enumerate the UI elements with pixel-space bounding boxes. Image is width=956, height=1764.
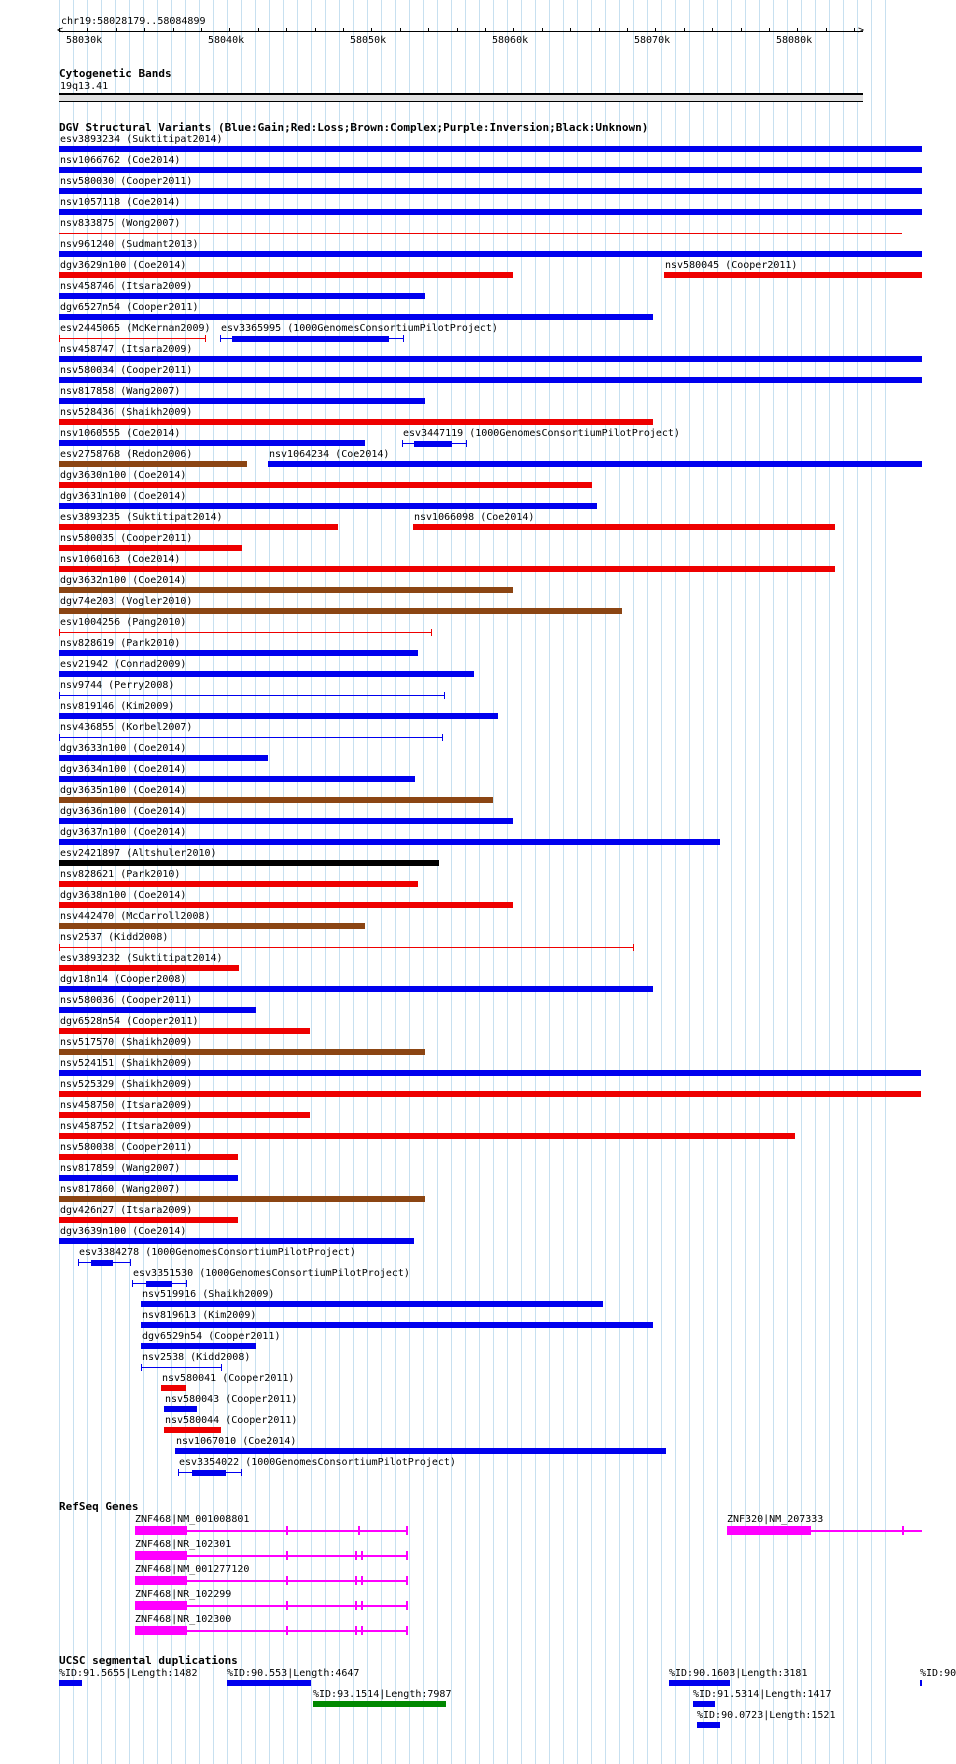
sv-bar[interactable]	[59, 272, 513, 278]
ruler-minor-tick	[769, 28, 770, 32]
cytoband-title: Cytogenetic Bands	[59, 67, 172, 80]
sv-bar[interactable]	[59, 356, 922, 362]
sv-label[interactable]: esv2758768 (Redon2006)	[60, 449, 193, 460]
gene-label[interactable]: ZNF468|NR_102300	[135, 1614, 232, 1625]
sv-bar[interactable]	[59, 146, 922, 152]
sv-bar[interactable]	[59, 419, 653, 425]
ruler-minor-tick	[229, 28, 230, 32]
sv-label[interactable]: nsv1064234 (Coe2014)	[269, 449, 390, 460]
sv-bar[interactable]	[141, 1343, 256, 1349]
sv-label[interactable]: dgv3635n100 (Coe2014)	[60, 785, 187, 796]
gene-exon[interactable]	[361, 1626, 363, 1635]
cytoband-label: 19q13.41	[60, 81, 109, 92]
segdup-bar[interactable]	[920, 1680, 922, 1686]
sv-bar[interactable]	[59, 1175, 238, 1181]
ruler-tick-label: 58060k	[492, 35, 529, 46]
ruler-tick-label: 58040k	[208, 35, 245, 46]
ruler-arrow-right: >	[858, 25, 865, 36]
sv-bar[interactable]	[413, 524, 835, 530]
sv-bar[interactable]	[59, 524, 338, 530]
sv-label[interactable]: esv3447119 (1000GenomesConsortiumPilotProject)	[403, 428, 680, 439]
sv-bar[interactable]	[59, 755, 268, 761]
sv-bar[interactable]	[59, 1007, 256, 1013]
gene-cds[interactable]	[135, 1551, 187, 1560]
segdup-label[interactable]: %ID:90.553|Length:4647	[227, 1668, 360, 1679]
sv-label[interactable]: nsv2538 (Kidd2008)	[142, 1352, 251, 1363]
sv-bar[interactable]	[59, 167, 922, 173]
gene-exon[interactable]	[902, 1526, 904, 1535]
sv-bar[interactable]	[59, 902, 513, 908]
gene-exon[interactable]	[286, 1601, 288, 1610]
sv-bar[interactable]	[59, 377, 922, 383]
ruler-minor-tick	[826, 28, 827, 32]
ruler-tick-label: 58070k	[634, 35, 671, 46]
sv-bar[interactable]	[664, 272, 922, 278]
sv-label[interactable]: dgv18n14 (Cooper2008)	[60, 974, 187, 985]
sv-label[interactable]: nsv819613 (Kim2009)	[142, 1310, 257, 1321]
grid-line	[479, 0, 480, 1764]
sv-label[interactable]: nsv580035 (Cooper2011)	[60, 533, 193, 544]
ruler-minor-tick	[343, 28, 344, 32]
sv-label[interactable]: nsv524151 (Shaikh2009)	[60, 1058, 193, 1069]
ruler-minor-tick	[542, 28, 543, 32]
grid-line	[857, 0, 858, 1764]
grid-line	[465, 0, 466, 1764]
sv-bar[interactable]	[59, 545, 242, 551]
ruler-arrow-left: <	[57, 25, 64, 36]
sv-bar[interactable]	[59, 314, 653, 320]
sv-bar[interactable]	[59, 1154, 238, 1160]
sv-bar[interactable]	[59, 398, 425, 404]
gene-label[interactable]: ZNF468|NM_001008801	[135, 1514, 250, 1525]
sv-label[interactable]: nsv833875 (Wong2007)	[60, 218, 181, 229]
sv-cap	[221, 1364, 222, 1371]
segdup-bar[interactable]	[697, 1722, 720, 1728]
sv-label[interactable]: nsv458747 (Itsara2009)	[60, 344, 193, 355]
sv-bar[interactable]	[59, 1133, 795, 1139]
gene-label[interactable]: ZNF468|NR_102301	[135, 1539, 232, 1550]
sv-bar[interactable]	[59, 650, 418, 656]
sv-bar[interactable]	[59, 713, 498, 719]
sv-bar[interactable]	[59, 608, 622, 614]
grid-line	[843, 0, 844, 1764]
ruler-minor-tick	[87, 28, 88, 32]
ruler-tick-label: 58050k	[350, 35, 387, 46]
sv-label[interactable]: dgv3637n100 (Coe2014)	[60, 827, 187, 838]
ruler-minor-tick	[627, 28, 628, 32]
sv-label[interactable]: nsv1066098 (Coe2014)	[414, 512, 535, 523]
sv-bar[interactable]	[59, 860, 439, 866]
grid-line	[885, 0, 886, 1764]
sv-cap	[141, 1364, 142, 1371]
sv-label[interactable]: dgv74e203 (Vogler2010)	[60, 596, 193, 607]
sv-label[interactable]: dgv3633n100 (Coe2014)	[60, 743, 187, 754]
sv-bar[interactable]	[59, 1049, 425, 1055]
sv-label[interactable]: nsv1057118 (Coe2014)	[60, 197, 181, 208]
sv-label[interactable]: nsv1066762 (Coe2014)	[60, 155, 181, 166]
sv-bar[interactable]	[59, 566, 835, 572]
sv-bar[interactable]	[59, 293, 425, 299]
gene-exon[interactable]	[355, 1551, 357, 1560]
gene-exon[interactable]	[361, 1551, 363, 1560]
grid-line	[549, 0, 550, 1764]
gene-cds[interactable]	[135, 1576, 187, 1585]
sv-cap	[78, 1259, 79, 1266]
sv-bar[interactable]	[59, 1196, 425, 1202]
segdup-label[interactable]: %ID:90.0723|Length:1521	[697, 1710, 836, 1721]
grid-line	[633, 0, 634, 1764]
sv-cap	[178, 1469, 179, 1476]
gene-cds[interactable]	[135, 1626, 187, 1635]
sv-label[interactable]: nsv1067010 (Coe2014)	[176, 1436, 297, 1447]
sv-label[interactable]: dgv426n27 (Itsara2009)	[60, 1205, 193, 1216]
gene-cds[interactable]	[135, 1601, 187, 1610]
ruler-minor-tick	[854, 28, 855, 32]
segdup-bar[interactable]	[313, 1701, 446, 1707]
sv-bar[interactable]	[59, 482, 592, 488]
sv-cap	[130, 1259, 131, 1266]
grid-line	[423, 0, 424, 1764]
grid-line	[871, 0, 872, 1764]
sv-label[interactable]: dgv3639n100 (Coe2014)	[60, 1226, 187, 1237]
grid-line	[521, 0, 522, 1764]
sv-cap	[59, 629, 60, 636]
ruler-minor-tick	[570, 28, 571, 32]
gene-exon[interactable]	[286, 1626, 288, 1635]
sv-label[interactable]: esv2421897 (Altshuler2010)	[60, 848, 217, 859]
sv-label[interactable]: esv3893232 (Suktitipat2014)	[60, 953, 223, 964]
gene-exon[interactable]	[361, 1601, 363, 1610]
ruler-minor-tick	[457, 28, 458, 32]
sv-label[interactable]: dgv6529n54 (Cooper2011)	[142, 1331, 281, 1342]
ruler-minor-tick	[741, 28, 742, 32]
gene-label[interactable]: ZNF320|NM_207333	[727, 1514, 824, 1525]
segdup-label[interactable]: %ID:90	[920, 1668, 956, 1679]
sv-label[interactable]: nsv1060163 (Coe2014)	[60, 554, 181, 565]
grid-line	[577, 0, 578, 1764]
grid-line	[591, 0, 592, 1764]
sv-label[interactable]: nsv528436 (Shaikh2009)	[60, 407, 193, 418]
sv-label[interactable]: dgv3634n100 (Coe2014)	[60, 764, 187, 775]
ruler-axis	[59, 31, 863, 32]
ruler-minor-tick	[258, 28, 259, 32]
ruler-minor-tick	[428, 28, 429, 32]
sv-label[interactable]: nsv819146 (Kim2009)	[60, 701, 175, 712]
sv-label[interactable]: esv3365995 (1000GenomesConsortiumPilotProject)	[221, 323, 498, 334]
sv-label[interactable]: nsv817858 (Wang2007)	[60, 386, 181, 397]
sv-bar[interactable]	[59, 503, 597, 509]
sv-label[interactable]: dgv6527n54 (Cooper2011)	[60, 302, 199, 313]
sv-label[interactable]: nsv580036 (Cooper2011)	[60, 995, 193, 1006]
sv-bar[interactable]	[164, 1406, 197, 1412]
sv-label[interactable]: dgv3629n100 (Coe2014)	[60, 260, 187, 271]
sv-label[interactable]: nsv1060555 (Coe2014)	[60, 428, 181, 439]
position-label: chr19:58028179..58084899	[61, 16, 206, 27]
sv-cap	[402, 440, 403, 447]
ruler-minor-tick	[712, 28, 713, 32]
sv-bar[interactable]	[59, 1112, 310, 1118]
sv-label[interactable]: nsv580030 (Cooper2011)	[60, 176, 193, 187]
gene-exon[interactable]	[406, 1601, 408, 1610]
ruler-minor-tick	[144, 28, 145, 32]
cytoband-track[interactable]	[59, 93, 863, 102]
sv-line[interactable]	[59, 233, 902, 234]
segdup-label[interactable]: %ID:93.1514|Length:7987	[313, 1689, 452, 1700]
sv-line[interactable]	[59, 338, 205, 339]
sv-bar[interactable]	[59, 461, 247, 467]
segdup-bar[interactable]	[227, 1680, 311, 1686]
gene-exon[interactable]	[406, 1551, 408, 1560]
ruler-minor-tick	[116, 28, 117, 32]
sv-label[interactable]: nsv2537 (Kidd2008)	[60, 932, 169, 943]
gene-exon[interactable]	[406, 1526, 408, 1535]
sv-bar[interactable]	[59, 251, 922, 257]
sv-cap	[59, 335, 60, 342]
sv-label[interactable]: nsv580043 (Cooper2011)	[165, 1394, 298, 1405]
sv-label[interactable]: nsv580041 (Cooper2011)	[162, 1373, 295, 1384]
sv-cap	[59, 734, 60, 741]
ruler-minor-tick	[371, 28, 372, 32]
grid-line	[661, 0, 662, 1764]
sv-label[interactable]: nsv580044 (Cooper2011)	[165, 1415, 298, 1426]
sv-core[interactable]	[232, 336, 389, 342]
ruler-minor-tick	[173, 28, 174, 32]
sv-bar[interactable]	[59, 1028, 310, 1034]
segdup-bar[interactable]	[693, 1701, 715, 1707]
sv-label[interactable]: nsv580045 (Cooper2011)	[665, 260, 798, 271]
sv-bar[interactable]	[161, 1385, 186, 1391]
sv-label[interactable]: esv3354022 (1000GenomesConsortiumPilotProject)	[179, 1457, 456, 1468]
sv-label[interactable]: dgv3631n100 (Coe2014)	[60, 491, 187, 502]
gene-label[interactable]: ZNF468|NR_102299	[135, 1589, 232, 1600]
gene-exon[interactable]	[286, 1526, 288, 1535]
gene-exon[interactable]	[286, 1551, 288, 1560]
sv-line[interactable]	[59, 695, 444, 696]
sv-cap	[59, 692, 60, 699]
sv-bar[interactable]	[59, 797, 493, 803]
sv-cap	[186, 1280, 187, 1287]
sv-label[interactable]: nsv442470 (McCarroll2008)	[60, 911, 211, 922]
segdup-label[interactable]: %ID:90.1603|Length:3181	[669, 1668, 808, 1679]
gene-exon[interactable]	[406, 1626, 408, 1635]
sv-bar[interactable]	[164, 1427, 221, 1433]
ruler-minor-tick	[513, 28, 514, 32]
sv-label[interactable]: esv1004256 (Pang2010)	[60, 617, 187, 628]
sv-bar[interactable]	[59, 587, 513, 593]
sv-label[interactable]: esv3351530 (1000GenomesConsortiumPilotProject)	[133, 1268, 410, 1279]
ruler-minor-tick	[684, 28, 685, 32]
sv-cap	[403, 335, 404, 342]
sv-label[interactable]: nsv580038 (Cooper2011)	[60, 1142, 193, 1153]
gene-exon[interactable]	[361, 1576, 363, 1585]
sv-cap	[220, 335, 221, 342]
gene-cds[interactable]	[135, 1526, 187, 1535]
sv-bar[interactable]	[59, 776, 415, 782]
sv-label[interactable]: dgv3638n100 (Coe2014)	[60, 890, 187, 901]
sv-label[interactable]: nsv817859 (Wang2007)	[60, 1163, 181, 1174]
sv-bar[interactable]	[59, 965, 239, 971]
grid-line	[829, 0, 830, 1764]
grid-line	[507, 0, 508, 1764]
sv-core[interactable]	[414, 441, 452, 447]
ruler-minor-tick	[599, 28, 600, 32]
sv-cap	[431, 629, 432, 636]
gene-exon[interactable]	[355, 1576, 357, 1585]
ruler-minor-tick	[400, 28, 401, 32]
sv-label[interactable]: esv3384278 (1000GenomesConsortiumPilotProject)	[79, 1247, 356, 1258]
grid-line	[605, 0, 606, 1764]
grid-line	[619, 0, 620, 1764]
ruler-minor-tick	[797, 28, 798, 32]
sv-cap	[205, 335, 206, 342]
grid-line	[535, 0, 536, 1764]
sv-cap	[444, 692, 445, 699]
ruler-minor-tick	[655, 28, 656, 32]
gene-exon[interactable]	[286, 1576, 288, 1585]
grid-line	[451, 0, 452, 1764]
segdup-label[interactable]: %ID:91.5314|Length:1417	[693, 1689, 832, 1700]
sv-label[interactable]: dgv3630n100 (Coe2014)	[60, 470, 187, 481]
sv-cap	[442, 734, 443, 741]
grid-line	[815, 0, 816, 1764]
sv-label[interactable]: esv2445065 (McKernan2009)	[60, 323, 211, 334]
gene-exon[interactable]	[355, 1601, 357, 1610]
sv-label[interactable]: nsv580034 (Cooper2011)	[60, 365, 193, 376]
gene-label[interactable]: ZNF468|NM_001277120	[135, 1564, 250, 1575]
gene-exon[interactable]	[355, 1626, 357, 1635]
sv-label[interactable]: esv3893235 (Suktitipat2014)	[60, 512, 223, 523]
grid-line	[801, 0, 802, 1764]
grid-line	[493, 0, 494, 1764]
sv-label[interactable]: dgv3636n100 (Coe2014)	[60, 806, 187, 817]
sv-bar[interactable]	[59, 839, 720, 845]
sv-label[interactable]: nsv828621 (Park2010)	[60, 869, 181, 880]
ruler-tick-label: 58080k	[776, 35, 813, 46]
sv-label[interactable]: nsv961240 (Sudmant2013)	[60, 239, 199, 250]
sv-bar[interactable]	[59, 1091, 921, 1097]
ruler-minor-tick	[201, 28, 202, 32]
sv-label[interactable]: nsv458752 (Itsara2009)	[60, 1121, 193, 1132]
sv-label[interactable]: nsv9744 (Perry2008)	[60, 680, 175, 691]
sv-bar[interactable]	[141, 1301, 603, 1307]
sv-cap	[59, 944, 60, 951]
sv-cap	[241, 1469, 242, 1476]
sv-core[interactable]	[146, 1281, 172, 1287]
ruler-minor-tick	[485, 28, 486, 32]
dgv-title: DGV Structural Variants (Blue:Gain;Red:Loss;Brown:Complex;Purple:Inversion;Black:Unknown)	[59, 121, 649, 134]
gene-exon[interactable]	[358, 1526, 360, 1535]
sv-cap	[633, 944, 634, 951]
segdup-bar[interactable]	[669, 1680, 730, 1686]
sv-bar[interactable]	[59, 1217, 238, 1223]
gene-cds[interactable]	[727, 1526, 811, 1535]
sv-bar[interactable]	[59, 986, 653, 992]
sv-label[interactable]: nsv458750 (Itsara2009)	[60, 1100, 193, 1111]
sv-line[interactable]	[59, 737, 442, 738]
segdup-title: UCSC segmental duplications	[59, 1654, 238, 1667]
sv-bar[interactable]	[268, 461, 922, 467]
gene-exon[interactable]	[406, 1576, 408, 1585]
grid-line	[563, 0, 564, 1764]
ruler-minor-tick	[286, 28, 287, 32]
sv-bar[interactable]	[59, 923, 365, 929]
refseq-title: RefSeq Genes	[59, 1500, 139, 1513]
sv-label[interactable]: nsv519916 (Shaikh2009)	[142, 1289, 275, 1300]
sv-label[interactable]: dgv6528n54 (Cooper2011)	[60, 1016, 199, 1027]
sv-line[interactable]	[141, 1367, 221, 1368]
segdup-label[interactable]: %ID:91.5655|Length:1482	[59, 1668, 198, 1679]
segdup-bar[interactable]	[59, 1680, 82, 1686]
sv-line[interactable]	[59, 632, 431, 633]
grid-line	[647, 0, 648, 1764]
sv-bar[interactable]	[175, 1448, 666, 1454]
grid-line	[437, 0, 438, 1764]
ruler-tick-label: 58030k	[66, 35, 103, 46]
sv-core[interactable]	[192, 1470, 226, 1476]
sv-label[interactable]: nsv817860 (Wang2007)	[60, 1184, 181, 1195]
sv-cap	[132, 1280, 133, 1287]
sv-bar[interactable]	[59, 1238, 414, 1244]
sv-label[interactable]: esv21942 (Conrad2009)	[60, 659, 187, 670]
sv-label[interactable]: nsv458746 (Itsara2009)	[60, 281, 193, 292]
sv-bar[interactable]	[59, 440, 365, 446]
sv-cap	[466, 440, 467, 447]
sv-bar[interactable]	[59, 209, 922, 215]
sv-bar[interactable]	[59, 671, 474, 677]
ruler-minor-tick	[315, 28, 316, 32]
sv-bar[interactable]	[59, 881, 418, 887]
sv-label[interactable]: dgv3632n100 (Coe2014)	[60, 575, 187, 586]
sv-bar[interactable]	[59, 188, 922, 194]
sv-label[interactable]: nsv828619 (Park2010)	[60, 638, 181, 649]
sv-label[interactable]: nsv525329 (Shaikh2009)	[60, 1079, 193, 1090]
sv-bar[interactable]	[141, 1322, 653, 1328]
sv-label[interactable]: esv3893234 (Suktitipat2014)	[60, 134, 223, 145]
sv-label[interactable]: nsv436855 (Korbel2007)	[60, 722, 193, 733]
sv-label[interactable]: nsv517570 (Shaikh2009)	[60, 1037, 193, 1048]
sv-line[interactable]	[59, 947, 633, 948]
sv-bar[interactable]	[59, 818, 513, 824]
sv-core[interactable]	[91, 1260, 113, 1266]
sv-bar[interactable]	[59, 1070, 921, 1076]
